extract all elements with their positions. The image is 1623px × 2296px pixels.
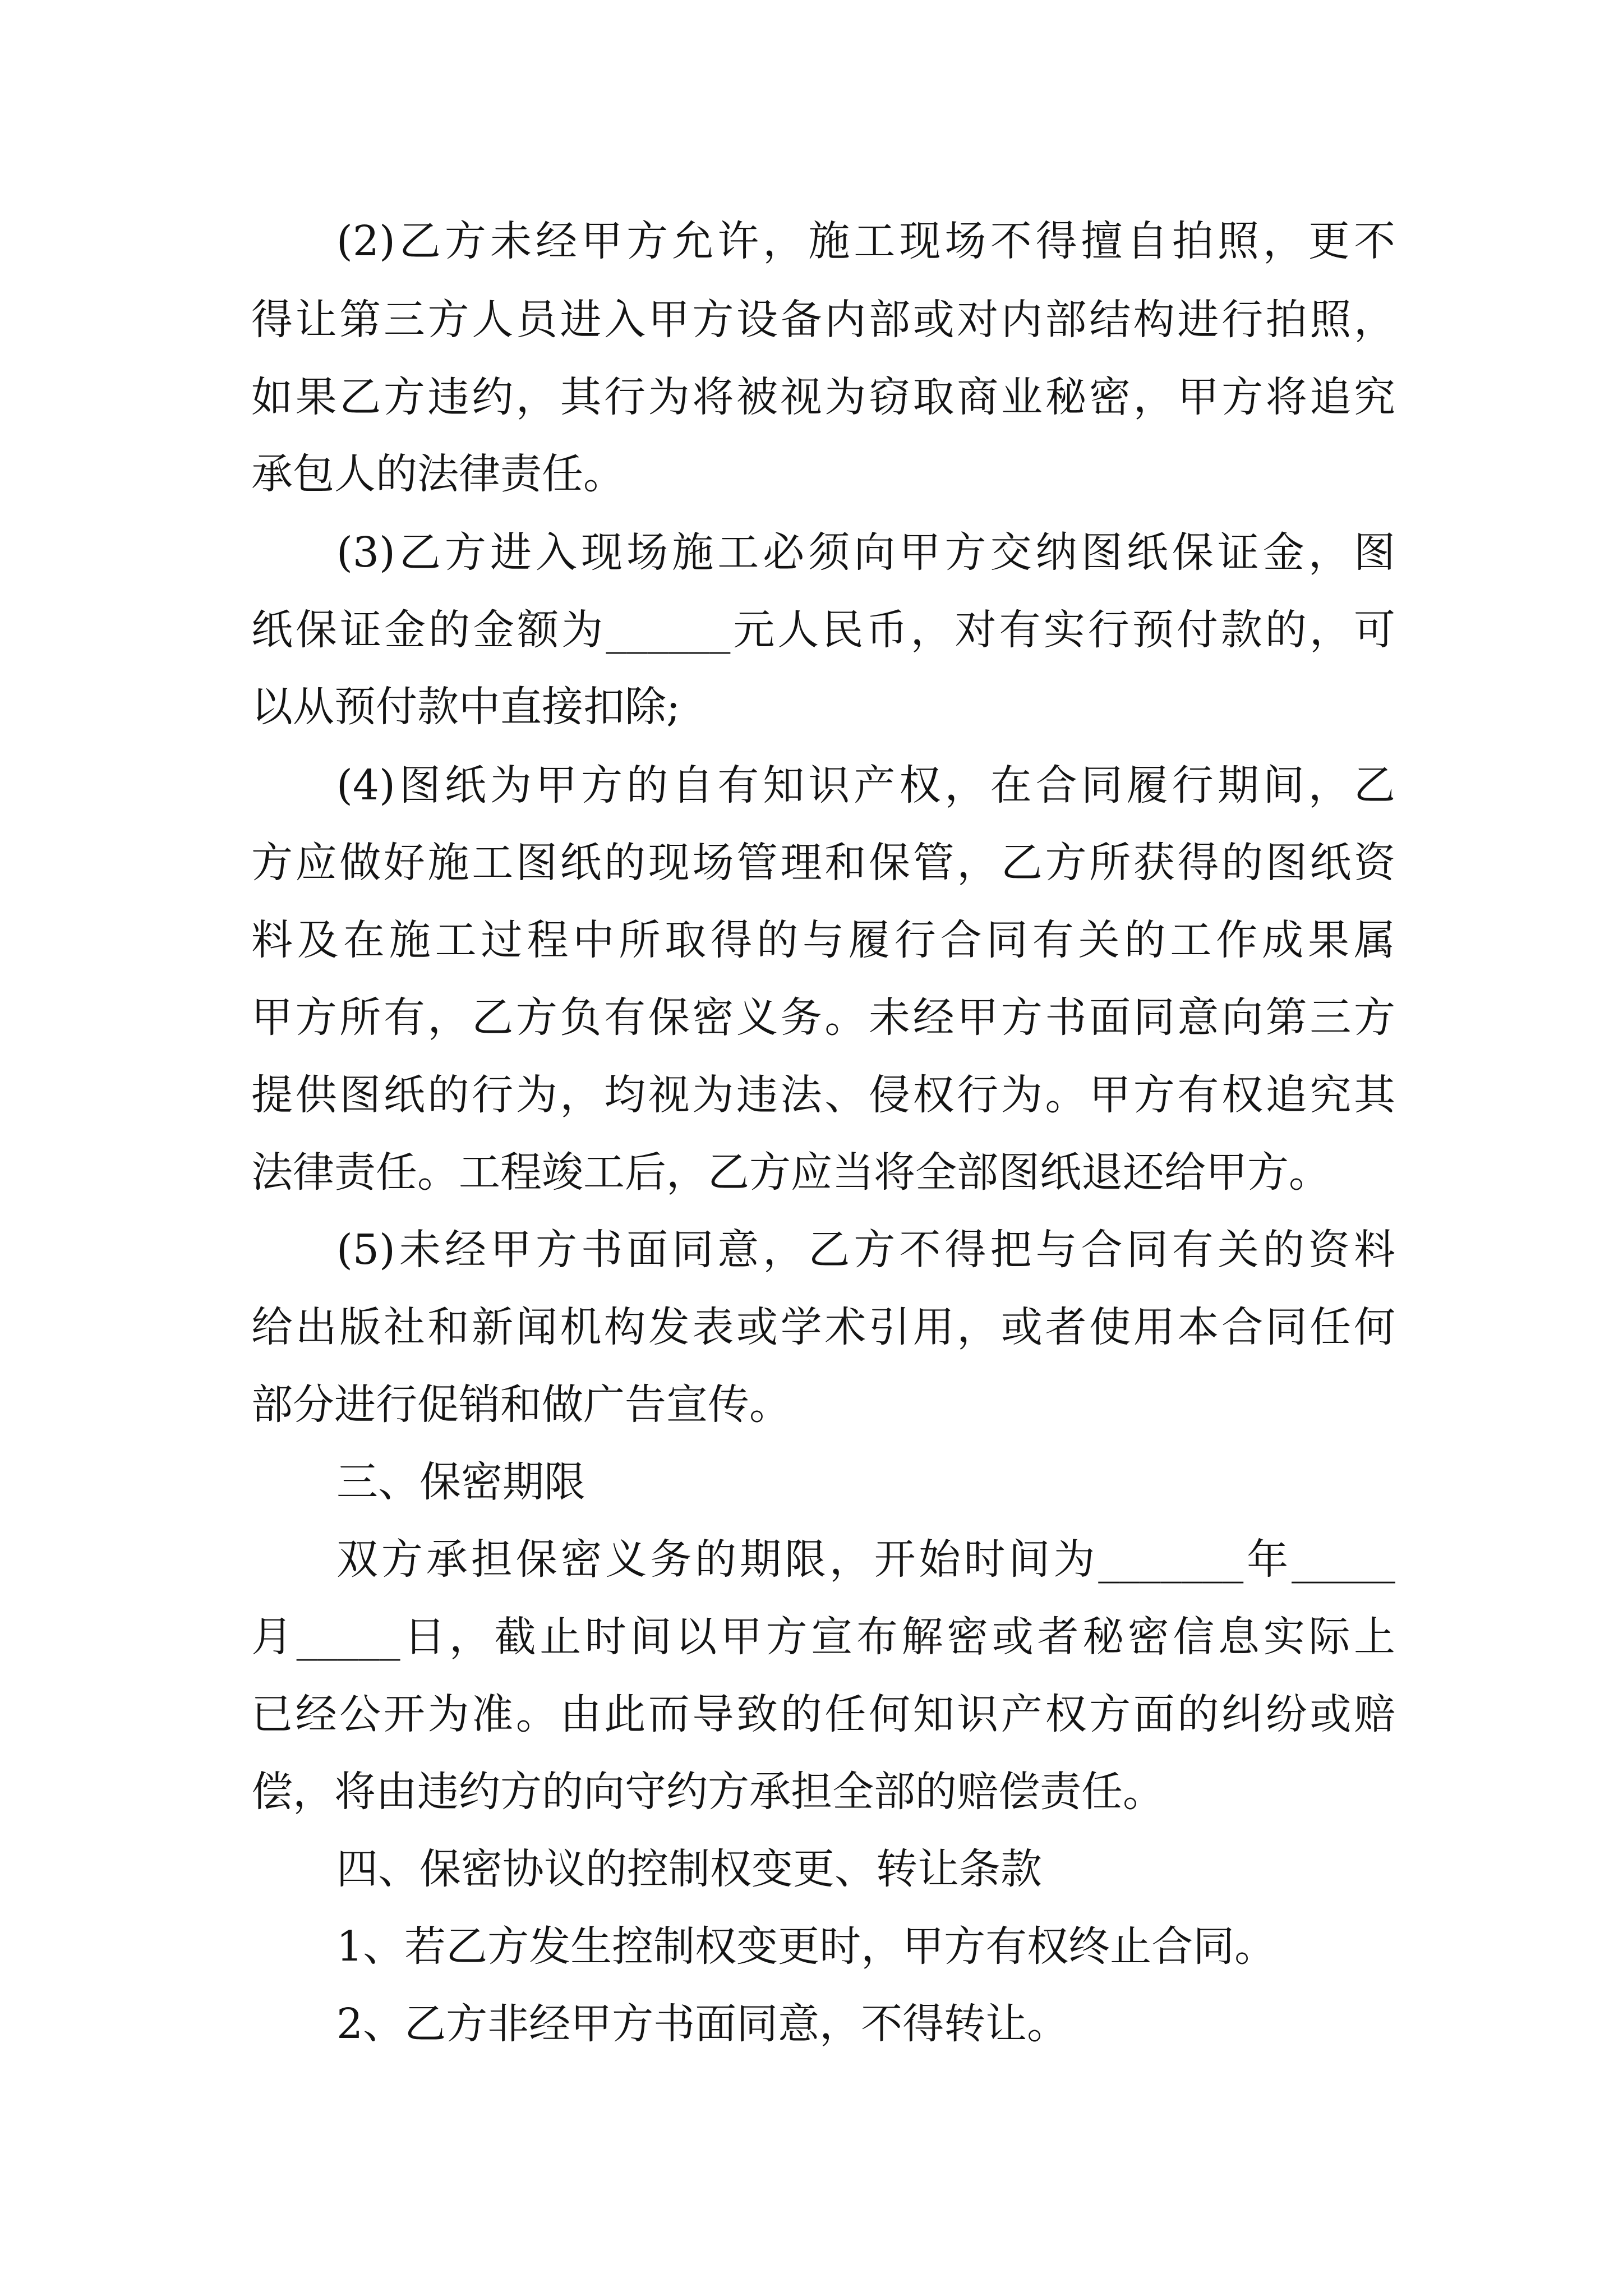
section-4-heading: 四、保密协议的控制权变更、转让条款 <box>336 1845 1042 1893</box>
confidentiality-period-line-3: 已经公开为准。由此而导致的任何知识产权方面的纠纷或赔 <box>251 1690 1395 1738</box>
clause-4-line-2: 方应做好施工图纸的现场管理和保管，乙方所获得的图纸资 <box>251 839 1395 887</box>
clause-4-line-6: 法律责任。工程竣工后，乙方应当将全部图纸退还给甲方。 <box>251 1148 1330 1197</box>
clause-3-line-3: 以从预付款中直接扣除; <box>251 683 680 731</box>
clause-4-line-4: 甲方所有，乙方负有保密义务。未经甲方书面同意向第三方 <box>251 993 1395 1042</box>
clause-2-line-4: 承包人的法律责任。 <box>251 450 625 498</box>
clause-3-line-2: 纸保证金的金额为______元人民币，对有实行预付款的，可 <box>251 606 1395 654</box>
clause-5-line-3: 部分进行促销和做广告宣传。 <box>251 1381 791 1429</box>
section-4-item-2: 2、乙方非经甲方书面同意，不得转让。 <box>336 2000 1069 2048</box>
clause-4-line-3: 料及在施工过程中所取得的与履行合同有关的工作成果属 <box>251 916 1395 964</box>
clause-2-line-3: 如果乙方违约，其行为将被视为窃取商业秘密，甲方将追究 <box>251 373 1395 421</box>
clause-2-line-1: (2)乙方未经甲方允许，施工现场不得擅自拍照，更不 <box>336 217 1395 265</box>
section-4-item-1: 1、若乙方发生控制权变更时，甲方有权终止合同。 <box>336 1922 1276 1971</box>
confidentiality-period-line-1: 双方承担保密义务的期限，开始时间为_______年_____ <box>336 1535 1395 1584</box>
confidentiality-period-line-4: 偿，将由违约方的向守约方承担全部的赔偿责任。 <box>251 1768 1164 1816</box>
clause-2-line-2: 得让第三方人员进入甲方设备内部或对内部结构进行拍照， <box>251 296 1395 344</box>
clause-4-line-5: 提供图纸的行为，均视为违法、侵权行为。甲方有权追究其 <box>251 1071 1395 1119</box>
section-3-heading: 三、保密期限 <box>336 1458 585 1506</box>
clause-3-line-1: (3)乙方进入现场施工必须向甲方交纳图纸保证金，图 <box>336 528 1395 577</box>
confidentiality-period-line-2: 月_____日，截止时间以甲方宣布解密或者秘密信息实际上 <box>251 1613 1395 1661</box>
clause-4-line-1: (4)图纸为甲方的自有知识产权，在合同履行期间，乙 <box>336 761 1395 809</box>
clause-5-line-2: 给出版社和新闻机构发表或学术引用，或者使用本合同任何 <box>251 1303 1395 1351</box>
clause-5-line-1: (5)未经甲方书面同意，乙方不得把与合同有关的资料 <box>336 1226 1395 1274</box>
